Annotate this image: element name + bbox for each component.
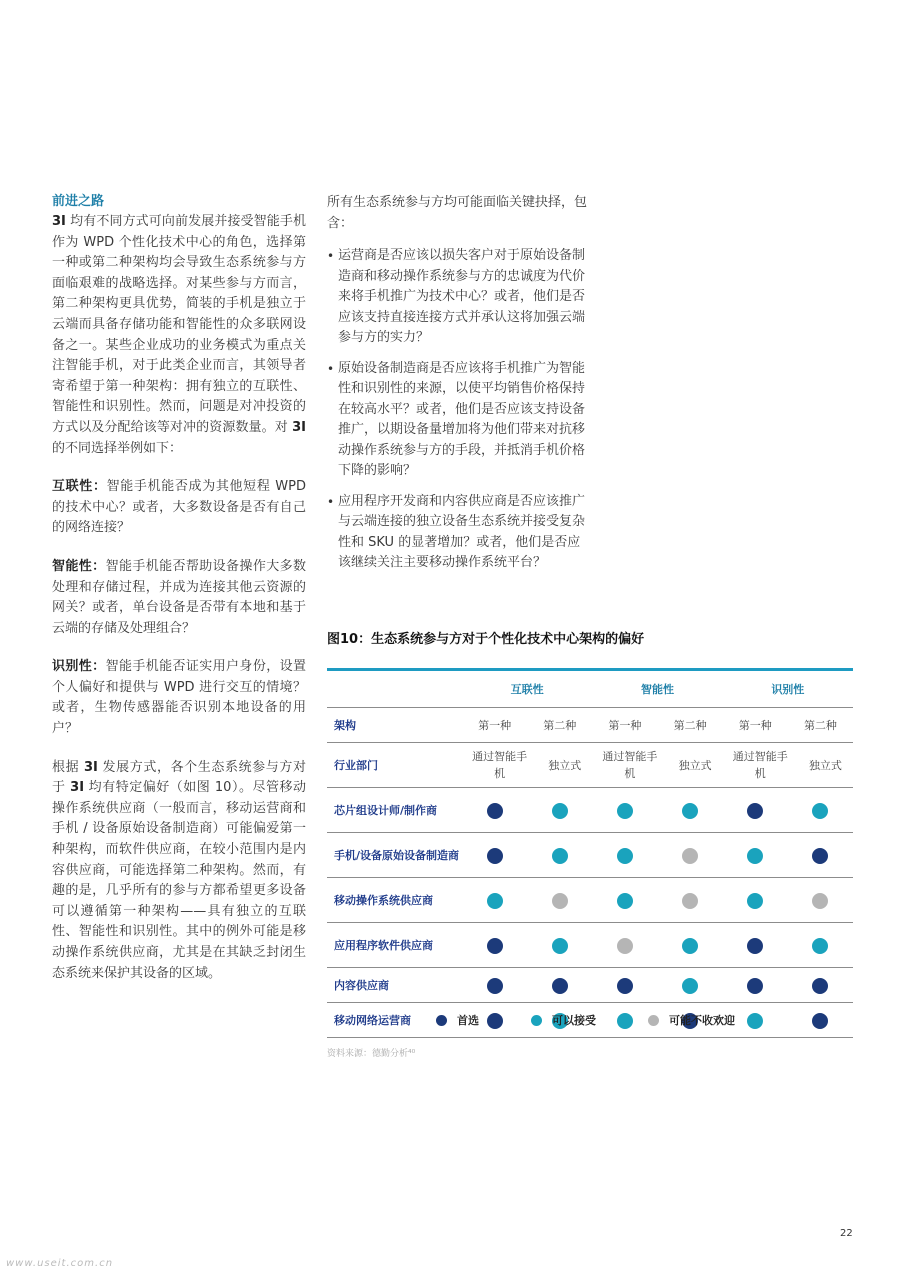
table-cell — [592, 937, 657, 954]
preference-dot-icon — [682, 803, 698, 819]
row-label: 移动操作系统供应商 — [334, 893, 433, 907]
table-cell — [723, 977, 788, 994]
legend — [436, 1012, 787, 1028]
source-note: 资料来源：德勤分析⁴⁰ — [327, 1049, 416, 1059]
paragraph-intelligence: 智能性：智能手机能否帮助设备操作大多数处理和存储过程，并成为连接其他云资源的网关？或者，单台设备是否带有本地和基于云端的存储及处理组合？ — [52, 558, 306, 636]
table-cell — [527, 802, 592, 819]
table-row-architecture — [327, 708, 853, 743]
preference-dot-icon — [487, 938, 503, 954]
choice-list — [327, 246, 589, 574]
table-cell — [527, 847, 592, 864]
table-cell — [788, 847, 853, 864]
paragraph-intro: 3I 均有不同方式可向前发展并接受智能手机作为 WPD 个性化技术中心的角色，选择第一种或第二种架构均会导致生态系统参与方面临艰难的战略选择。对某些参与方而言，第二种架构更具优势，简装的手机是独立于云端而具备存储功能和智能性的众多联网设备之一。某些企业成功的业务模式为重点关注智能手机，对于此类企业而言，其领导者寄希望于第一种架构：拥有独立的互联性、智能性和识别性。然而，问题是对冲投资的方式以及分配给该等对冲的资源数量。对 3I 的不同选择举例如下： — [52, 214, 306, 456]
section-heading: 前进之路 — [52, 194, 105, 209]
table-cell — [462, 847, 527, 864]
table-cell: 第二种 — [543, 718, 577, 732]
table-cell — [592, 802, 657, 819]
left-column — [52, 192, 306, 1002]
preference-dot-icon — [552, 848, 568, 864]
watermark: www.useit.com.cn — [6, 1258, 114, 1269]
legend-dot — [531, 1015, 542, 1026]
table-cell — [788, 802, 853, 819]
table-cell — [658, 977, 723, 994]
table-cell — [527, 937, 592, 954]
preference-dot-icon — [487, 803, 503, 819]
table-cell — [723, 802, 788, 819]
preference-dot-icon — [812, 803, 828, 819]
table-cell: 通过智能手机 — [732, 750, 788, 780]
preference-dot-icon — [552, 893, 568, 909]
preference-dot-icon — [617, 848, 633, 864]
group-header: 互联性 — [510, 683, 544, 696]
table-cell: 第一种 — [738, 718, 772, 732]
table-cell — [462, 937, 527, 954]
row-label: 应用程序软件供应商 — [334, 938, 433, 952]
row-label: 芯片组设计师/制作商 — [334, 803, 438, 817]
bullet-icon: • — [327, 249, 335, 263]
preference-dot-icon — [747, 893, 763, 909]
table-cell — [462, 977, 527, 994]
preference-dot-icon — [617, 893, 633, 909]
table-cell — [592, 847, 657, 864]
legend-dot — [648, 1015, 659, 1026]
table-cell — [658, 937, 723, 954]
table-cell — [462, 892, 527, 909]
preference-dot-icon — [617, 938, 633, 954]
list-item: • 原始设备制造商是否应该将手机推广为智能性和识别性的来源，以使平均销售价格保持在较高水平？或者，他们是否应该支持设备推广，以期设备量增加将为他们带来对抗移动操作系统参与方的手段，并抵消手机价格下降的影响？ — [327, 360, 586, 478]
preference-dot-icon — [552, 978, 568, 994]
table-row — [327, 878, 853, 923]
preference-dot-icon — [682, 848, 698, 864]
table-cell — [788, 937, 853, 954]
group-header: 智能性 — [640, 683, 674, 696]
preference-dot-icon — [487, 978, 503, 994]
table-cell — [462, 802, 527, 819]
legend-item: 可能不收欢迎 — [648, 1012, 735, 1028]
table-cell: 第一种 — [608, 718, 642, 732]
table-cell — [788, 977, 853, 994]
table-cell: 独立式 — [548, 758, 582, 772]
table-cell — [592, 977, 657, 994]
table-cell — [723, 937, 788, 954]
table-row — [327, 923, 853, 968]
table-cell — [527, 892, 592, 909]
table-cell: 第一种 — [478, 718, 512, 732]
list-item: • 应用程序开发商和内容供应商是否应该推广与云端连接的独立设备生态系统并接受复杂性和 SKU 的显著增加？或者，他们是否应该继续关注主要移动操作系统平台？ — [327, 493, 586, 570]
table-cell: 第二种 — [803, 718, 837, 732]
table-cell: 通过智能手机 — [472, 750, 528, 780]
table-cell: 独立式 — [808, 758, 842, 772]
preference-dot-icon — [747, 978, 763, 994]
paragraph-conclusion: 根据 3I 发展方式，各个生态系统参与方对于 3I 均有特定偏好（如图 10）。尽管移动操作系统供应商（一般而言，移动运营商和手机 / 设备原始设备制造商）可能偏爱第一种架构，而软件供应商，在较小范围内是内容供应商，可能选择第二种架构。然而，有趣的是，几乎所有的参与方都希望更多设备可以遵循第一种架构——具有独立的互联性、智能性和识别性。其中的例外可能是移动操作系统供应商，尤其是在其缺乏封闭生态系统来保护其设备的区域。 — [52, 759, 306, 981]
preference-dot-icon — [487, 893, 503, 909]
paragraph-identity: 识别性：智能手机能否证实用户身份，设置个人偏好和提供与 WPD 进行交互的情境？或者，生物传感器能否识别本地设备的用户？ — [52, 659, 306, 737]
preference-dot-icon — [812, 1013, 828, 1029]
table-cell — [723, 892, 788, 909]
row-label: 架构 — [334, 718, 356, 732]
preference-dot-icon — [487, 848, 503, 864]
preference-dot-icon — [682, 978, 698, 994]
table-cell — [658, 847, 723, 864]
preference-dot-icon — [747, 848, 763, 864]
table-body — [327, 788, 853, 1038]
preference-dot-icon — [747, 938, 763, 954]
table-cell — [658, 892, 723, 909]
table-group-header — [327, 671, 853, 708]
table-cell — [723, 847, 788, 864]
table-row — [327, 968, 853, 1003]
preference-dot-icon — [812, 978, 828, 994]
table-row — [327, 788, 853, 833]
bullet-icon: • — [327, 494, 335, 509]
intro-text: 所有生态系统参与方均可能面临关键抉择，包含： — [327, 195, 588, 231]
preference-dot-icon — [812, 938, 828, 954]
list-item: • 运营商是否应该以损失客户对于原始设备制造商和移动操作系统参与方的忠诚度为代价来将手机推广为技术中心？或者，他们是否应该支持直接连接方式并承认这将加强云端参与方的实力？ — [327, 248, 586, 345]
table-row — [327, 833, 853, 878]
group-header: 识别性 — [771, 683, 805, 696]
legend-item: 可以接受 — [531, 1012, 596, 1028]
legend-dot — [436, 1015, 447, 1026]
bullet-icon: • — [327, 361, 335, 376]
preference-dot-icon — [682, 938, 698, 954]
figure-title: 图10：生态系统参与方对于个性化技术中心架构的偏好 — [327, 632, 645, 647]
paragraph-connectivity: 互联性：智能手机能否成为其他短程 WPD 的技术中心？或者，大多数设备是否有自己的网络连接？ — [52, 479, 306, 536]
preference-dot-icon — [747, 803, 763, 819]
legend-item: 首选 — [436, 1012, 479, 1028]
table-cell — [658, 802, 723, 819]
preference-dot-icon — [617, 978, 633, 994]
row-label: 手机/设备原始设备制造商 — [334, 848, 460, 862]
preference-dot-icon — [812, 848, 828, 864]
preference-dot-icon — [552, 938, 568, 954]
row-label: 移动网络运营商 — [334, 1013, 411, 1027]
table-cell: 第二种 — [673, 718, 707, 732]
row-label: 内容供应商 — [334, 978, 389, 992]
row-label: 行业部门 — [334, 758, 378, 772]
table-cell — [788, 892, 853, 909]
table-row-sector — [327, 743, 853, 788]
table-cell — [788, 1012, 853, 1029]
preference-dot-icon — [812, 893, 828, 909]
preference-dot-icon — [682, 893, 698, 909]
preference-dot-icon — [617, 803, 633, 819]
table-cell — [527, 977, 592, 994]
preference-table — [327, 668, 853, 1038]
page-number: 22 — [840, 1228, 853, 1239]
table-cell: 独立式 — [678, 758, 712, 772]
table-cell: 通过智能手机 — [602, 750, 658, 780]
table-cell — [592, 892, 657, 909]
preference-dot-icon — [552, 803, 568, 819]
right-column — [327, 193, 589, 584]
